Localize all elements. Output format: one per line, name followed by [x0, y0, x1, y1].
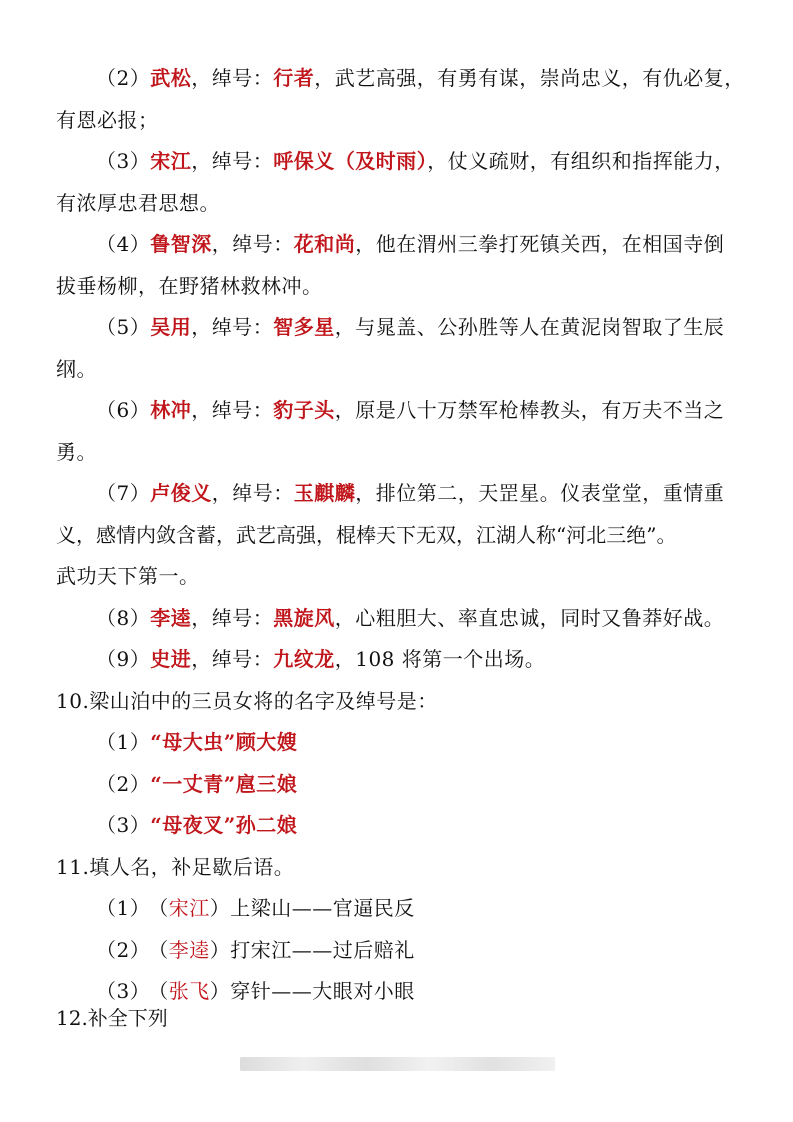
- item-6-line-1: （6）林冲，绰号：豹子头，原是八十万禁军枪棒教头，有万夫不当之: [96, 398, 725, 422]
- character-name: 鲁智深: [150, 232, 212, 256]
- character-name: 宋江: [150, 149, 192, 173]
- item-2-line-2: 有恩必报；: [56, 108, 159, 132]
- item-5-line-2: 纲。: [56, 357, 97, 381]
- item-7-line-2: 义，感情内敛含蓄，武艺高强，棍棒天下无双，江湖人称“河北三绝”。: [56, 523, 677, 547]
- item-3-line-2: 有浓厚忠君思想。: [56, 191, 220, 215]
- q11-answer-2: （2） （李逵）打宋江——过后赔礼: [96, 938, 415, 962]
- q10-answer-1: （1）“母大虫”顾大嫂: [96, 730, 298, 754]
- item-4-line-1: （4）鲁智深，绰号：花和尚，他在渭州三拳打死镇关西，在相国寺倒: [96, 232, 725, 256]
- item-8-line-1: （8）李逵，绰号：黑旋风，心粗胆大、率直忠诚，同时又鲁莽好战。: [96, 606, 725, 630]
- item-9-line-1: （9）史进，绰号：九纹龙，108 将第一个出场。: [96, 647, 546, 671]
- question-10-title: 10.梁山泊中的三员女将的名字及绰号是：: [56, 689, 438, 713]
- q11-answer-1: （1） （宋江）上梁山——官逼民反: [96, 896, 415, 920]
- item-4-line-2: 拔垂杨柳，在野猪林救林冲。: [56, 274, 323, 298]
- character-name: 武松: [150, 66, 192, 90]
- character-nickname: 九纹龙: [273, 647, 335, 671]
- character-nickname: 玉麒麟: [293, 481, 356, 505]
- character-nickname: 呼保义（及时雨）: [273, 149, 428, 173]
- question-11-title: 11.填人名，补足歇后语。: [56, 855, 295, 879]
- item-2-line-1: （2）武松，绰号：行者，武艺高强，有勇有谋，崇尚忠义，有仇必复，: [96, 66, 745, 90]
- q10-answer-2: （2）“一丈青”扈三娘: [96, 772, 298, 796]
- character-nickname: 智多星: [273, 315, 335, 339]
- character-nickname: 花和尚: [293, 232, 356, 256]
- character-name: 李逵: [150, 606, 192, 630]
- item-6-line-2: 勇。: [56, 440, 97, 464]
- character-nickname: 行者: [273, 66, 315, 90]
- character-name: 林冲: [150, 398, 192, 422]
- item-3-line-1: （3）宋江，绰号：呼保义（及时雨），仗义疏财，有组织和指挥能力，: [96, 149, 735, 173]
- item-7-line-3: 武功天下第一。: [56, 564, 200, 588]
- cut-off-line: 12.补全下列: [56, 1006, 168, 1030]
- q11-answer-3: （3） （张飞）穿针——大眼对小眼: [96, 979, 415, 1003]
- blurred-watermark: [240, 1057, 555, 1071]
- q10-answer-3: （3）“母夜叉”孙二娘: [96, 813, 298, 837]
- item-5-line-1: （5）吴用，绰号：智多星，与晁盖、公孙胜等人在黄泥岗智取了生辰: [96, 315, 725, 339]
- character-name: 史进: [150, 647, 192, 671]
- character-name: 卢俊义: [150, 481, 212, 505]
- character-name: 吴用: [150, 315, 192, 339]
- character-nickname: 黑旋风: [273, 606, 335, 630]
- character-nickname: 豹子头: [273, 398, 335, 422]
- item-7-line-1: （7）卢俊义，绰号：玉麒麟，排位第二，天罡星。仪表堂堂，重情重: [96, 481, 725, 505]
